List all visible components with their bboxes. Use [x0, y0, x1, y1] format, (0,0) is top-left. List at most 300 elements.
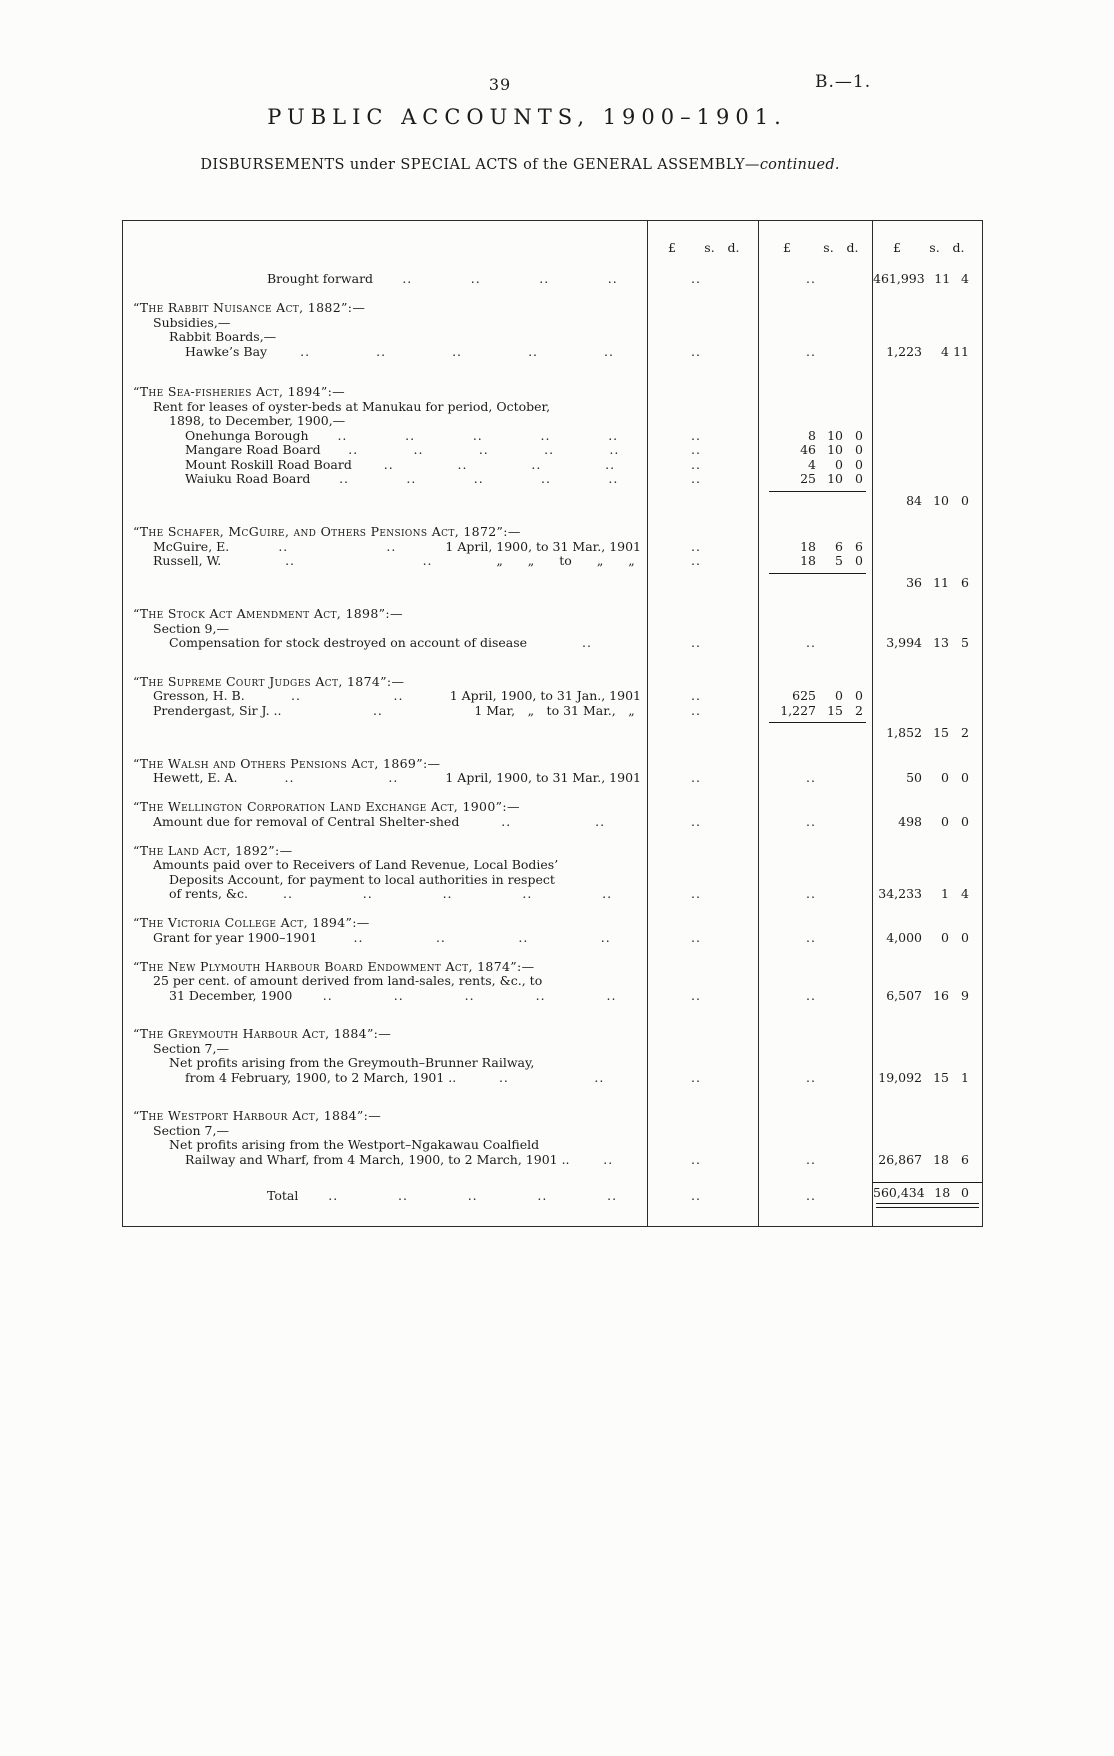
entry-row [123, 931, 982, 946]
description-cell [123, 931, 647, 946]
dots-placeholder: .. [691, 1151, 701, 1167]
dot-leader: .. [406, 472, 417, 486]
row-label: Prendergast, Sir J. .. [153, 703, 282, 718]
money-cell-2 [758, 554, 872, 569]
description-cell [123, 1153, 647, 1168]
entry-row [123, 771, 982, 786]
row-label: Compensation for stock destroyed on account of disease [169, 636, 528, 650]
money-cell-2 [758, 718, 872, 742]
description-cell [123, 1109, 647, 1124]
money-cell-1 [647, 1138, 758, 1153]
money-cell-3 [872, 786, 982, 801]
description-cell [123, 651, 647, 675]
money-cell-2 [758, 622, 872, 637]
money-cell-2 [758, 945, 872, 960]
dot-leader: .. [607, 1188, 618, 1204]
description-cell [123, 1138, 647, 1153]
money-cell-2 [758, 607, 872, 622]
spacer-row [123, 221, 982, 236]
pound-header: £ [893, 239, 901, 255]
pounds-value: 25 [800, 471, 816, 486]
act-heading-row [123, 675, 982, 690]
spacer-row [123, 1003, 982, 1027]
text-row [123, 400, 982, 415]
dots-placeholder: .. [691, 929, 701, 945]
dots-placeholder: .. [806, 1151, 816, 1167]
spacer-row [123, 651, 982, 675]
row-label: “The Sea-fisheries Act, 1894”:— [133, 385, 346, 399]
money-cell-2 [758, 272, 872, 287]
money-cell-1 [647, 873, 758, 888]
money-cell-1 [647, 636, 758, 651]
money-cell-1 [647, 1182, 758, 1212]
money-cell-2 [758, 815, 872, 830]
pence-value: 0 [961, 493, 969, 508]
money-cell-3 [872, 873, 982, 888]
row-label: “The Land Act, 1892”:— [133, 843, 293, 858]
dots-placeholder: .. [806, 343, 816, 359]
shillings-value: 0 [941, 770, 949, 785]
description-cell [123, 1167, 647, 1182]
dot-leader: .. [501, 814, 512, 829]
act-heading-row [123, 960, 982, 975]
description-cell [123, 472, 647, 487]
shillings-value: 10 [827, 471, 843, 486]
money-cell-2 [758, 1042, 872, 1057]
sum-rule [769, 722, 866, 723]
dot-leader: .. [539, 272, 550, 286]
money-cell-1 [647, 945, 758, 960]
subtotal-row [123, 487, 982, 511]
money-cell-2 [758, 359, 872, 385]
money-cell-2 [758, 829, 872, 844]
money-cell-1 [647, 385, 758, 400]
row-label-period: 1 April, 1900, to 31 Jan., 1901 [449, 689, 641, 703]
row-label: Hewett, E. A. [153, 771, 238, 785]
money-cell-2 [758, 569, 872, 593]
pence-value: 0 [855, 471, 863, 486]
money-cell-1 [647, 902, 758, 917]
money-cell-2 [758, 1027, 872, 1042]
description-cell [123, 1027, 647, 1042]
money-cell-1 [647, 989, 758, 1004]
pence-value: 6 [961, 575, 969, 590]
row-label: “The Victoria College Act, 1894”:— [133, 916, 370, 930]
spacer-row [123, 1212, 982, 1227]
act-heading-row [123, 525, 982, 540]
text-row [123, 974, 982, 989]
entry-row [123, 704, 982, 719]
money-cell-3 [872, 607, 982, 622]
dot-leader: .. [372, 703, 383, 718]
money-cell-1 [647, 487, 758, 511]
money-cell-3 [872, 815, 982, 830]
dot-leader: .. [522, 887, 533, 901]
money-cell-1 [647, 786, 758, 801]
description-cell [123, 1124, 647, 1139]
description-cell [123, 540, 647, 555]
spacer-row [123, 511, 982, 526]
money-cell-2 [758, 345, 872, 360]
dot-leader: .. [607, 272, 618, 286]
spacer-row [123, 945, 982, 960]
dot-leader: .. [608, 472, 619, 486]
pounds-value: 1,223 [886, 343, 922, 359]
dot-leader: .. [422, 554, 433, 568]
shillings-value: 13 [933, 635, 949, 650]
row-label: Mount Roskill Road Board [185, 457, 352, 472]
money-cell-3 [872, 272, 982, 287]
money-cell-1 [647, 742, 758, 757]
description-cell [123, 359, 647, 385]
shillings-value: 0 [835, 688, 843, 703]
money-cell-3 [872, 443, 982, 458]
row-label: Net profits arising from the Westport–Ngakawau Coalfield [169, 1138, 540, 1152]
row-label: Rent for leases of oyster-beds at Manukau for period, October, [153, 399, 551, 414]
row-label: Amount due for removal of Central Shelter-shed [153, 814, 460, 829]
dot-leader: .. [337, 428, 348, 443]
dot-leader: .. [388, 771, 399, 785]
description-cell [123, 989, 647, 1004]
money-cell-3 [872, 1056, 982, 1071]
description-cell [123, 636, 647, 651]
dots-placeholder: .. [691, 813, 701, 829]
money-cell-1 [647, 1212, 758, 1227]
pounds-value: 560,434 [873, 1184, 925, 1200]
pounds-value: 18 [800, 538, 816, 554]
pounds-value: 34,233 [878, 886, 922, 901]
pence-value: 1 [961, 1069, 969, 1085]
money-cell-1 [647, 718, 758, 742]
row-label: Deposits Account, for payment to local authorities in respect [169, 872, 555, 887]
dot-leader: .. [285, 554, 296, 568]
shillings-value: 15 [933, 724, 949, 740]
money-cell-1 [647, 301, 758, 316]
dot-leader: .. [541, 472, 551, 486]
money-cell-3 [872, 858, 982, 873]
row-label: “The Wellington Corporation Land Exchange Act, 1900”:— [133, 800, 520, 814]
money-cell-3 [872, 1109, 982, 1124]
money-cell-3 [872, 742, 982, 757]
pence-header: d. [952, 239, 965, 255]
row-label: Total [267, 1188, 299, 1204]
money-cell-2 [758, 902, 872, 917]
text-row [123, 316, 982, 331]
money-cell-2 [758, 689, 872, 704]
money-cell-1 [647, 607, 758, 622]
row-label: 1898, to December, 1900,— [169, 414, 346, 428]
act-heading-row [123, 385, 982, 400]
pence-value: 0 [855, 442, 863, 457]
money-cell-3 [872, 689, 982, 704]
money-cell-1 [647, 443, 758, 458]
money-cell-2 [758, 429, 872, 444]
shillings-value: 15 [827, 702, 843, 718]
description-cell [123, 858, 647, 873]
subtotal-row [123, 718, 982, 742]
description-cell [123, 945, 647, 960]
money-cell-3 [872, 472, 982, 487]
description-cell [123, 525, 647, 540]
description-cell [123, 873, 647, 888]
description-cell [123, 1003, 647, 1027]
spacer-row [123, 902, 982, 917]
description-cell [123, 757, 647, 772]
description-cell [123, 301, 647, 316]
dot-leader: .. [535, 988, 546, 1003]
dot-leader: .. [386, 539, 397, 554]
money-cell-3 [872, 931, 982, 946]
money-cell-1 [647, 258, 758, 273]
description-cell [123, 236, 647, 258]
money-cell-1 [647, 689, 758, 704]
money-cell-3 [872, 287, 982, 302]
description-cell [123, 345, 647, 360]
dots-placeholder: .. [691, 456, 701, 472]
money-cell-1 [647, 236, 758, 258]
money-cell-2 [758, 236, 872, 258]
row-label: Section 7,— [153, 1041, 229, 1056]
pounds-value: 498 [898, 813, 922, 829]
entry-row [123, 429, 982, 444]
sum-rule [769, 573, 866, 574]
dot-leader: .. [300, 344, 311, 359]
money-cell-3 [872, 1085, 982, 1109]
row-label: “The Rabbit Nuisance Act, 1882”:— [133, 301, 366, 315]
money-cell-3 [872, 236, 982, 258]
description-cell [123, 1085, 647, 1109]
money-cell-3 [872, 330, 982, 345]
total-row [123, 1182, 982, 1212]
money-cell-1 [647, 554, 758, 569]
dot-leader: .. [442, 887, 453, 901]
entry-row [123, 540, 982, 555]
row-label: from 4 February, 1900, to 2 March, 1901 .. [185, 1070, 457, 1085]
dot-leader: .. [405, 428, 416, 443]
description-cell [123, 815, 647, 830]
dot-leader: .. [353, 930, 364, 945]
row-label: “The Walsh and Others Pensions Act, 1869”:— [133, 756, 441, 771]
dots-placeholder: .. [806, 1069, 816, 1085]
money-cell-2 [758, 1071, 872, 1086]
pence-value: 4 [961, 886, 969, 901]
money-cell-2 [758, 221, 872, 236]
shillings-header: s. [704, 239, 715, 255]
dots-placeholder: .. [691, 1069, 701, 1085]
money-cell-1 [647, 829, 758, 844]
money-cell-3 [872, 1003, 982, 1027]
double-rule [876, 1203, 979, 1208]
money-cell-2 [758, 858, 872, 873]
row-label: of rents, &c. [169, 887, 249, 901]
description-cell [123, 704, 647, 719]
text-row [123, 873, 982, 888]
description-cell [123, 414, 647, 429]
money-cell-1 [647, 400, 758, 415]
shillings-header: s. [823, 239, 834, 255]
entry-row [123, 472, 982, 487]
dot-leader: .. [518, 930, 529, 945]
money-cell-3 [872, 1153, 982, 1168]
money-cell-3 [872, 651, 982, 675]
money-cell-3 [872, 458, 982, 473]
dot-leader: .. [605, 457, 616, 472]
shillings-value: 1 [941, 886, 949, 901]
money-cell-2 [758, 651, 872, 675]
money-cell-2 [758, 414, 872, 429]
text-row [123, 1124, 982, 1139]
description-cell [123, 1071, 647, 1086]
money-cell-3 [872, 718, 982, 742]
pounds-value: 3,994 [886, 635, 922, 650]
money-cell-2 [758, 1124, 872, 1139]
spacer-row [123, 287, 982, 302]
dot-leader: .. [595, 814, 606, 829]
dot-leader: .. [537, 1188, 548, 1204]
row-label: “The New Plymouth Harbour Board Endowment Act, 1874”:— [133, 959, 535, 974]
dot-leader: .. [278, 539, 289, 554]
subtotal-row [123, 569, 982, 593]
money-cell-3 [872, 1167, 982, 1182]
row-label: Subsidies,— [153, 315, 231, 330]
money-cell-1 [647, 771, 758, 786]
description-cell [123, 718, 647, 742]
money-cell-3 [872, 902, 982, 917]
description-cell [123, 1182, 647, 1212]
money-cell-2 [758, 400, 872, 415]
pence-value: 4 [961, 271, 969, 286]
money-cell-2 [758, 511, 872, 526]
money-cell-1 [647, 931, 758, 946]
pence-value: 6 [855, 538, 863, 554]
money-cell-2 [758, 844, 872, 859]
money-cell-1 [647, 472, 758, 487]
entry-row [123, 554, 982, 569]
description-cell [123, 458, 647, 473]
description-cell [123, 689, 647, 704]
row-label: 31 December, 1900 [169, 988, 293, 1003]
description-cell [123, 258, 647, 273]
pence-value: 6 [961, 1151, 969, 1167]
document-reference: B.—1. [815, 72, 872, 92]
money-cell-1 [647, 330, 758, 345]
act-heading-row [123, 757, 982, 772]
pounds-value: 46 [800, 442, 816, 457]
subtitle-main: DISBURSEMENTS under SPECIAL ACTS of the GENERAL ASSEMBLY— [200, 157, 760, 173]
money-cell-3 [872, 301, 982, 316]
spacer-row [123, 1085, 982, 1109]
description-cell [123, 675, 647, 690]
dot-leader: .. [284, 771, 295, 785]
money-cell-1 [647, 916, 758, 931]
money-cell-3 [872, 1042, 982, 1057]
dots-placeholder: .. [691, 886, 701, 901]
dot-leader: .. [582, 636, 592, 650]
pence-header: d. [727, 239, 740, 255]
money-cell-3 [872, 1138, 982, 1153]
money-cell-3 [872, 960, 982, 975]
shillings-value: 18 [934, 1184, 951, 1200]
dots-placeholder: .. [691, 553, 701, 568]
money-cell-2 [758, 443, 872, 458]
description-cell [123, 1212, 647, 1227]
money-cell-1 [647, 1027, 758, 1042]
money-cell-3 [872, 316, 982, 331]
dots-placeholder: .. [691, 471, 701, 486]
description-cell [123, 429, 647, 444]
shillings-value: 11 [934, 271, 951, 286]
money-cell-3 [872, 540, 982, 555]
pound-header: £ [783, 239, 791, 255]
spacer-row [123, 1167, 982, 1182]
money-cell-2 [758, 974, 872, 989]
act-heading-row [123, 800, 982, 815]
text-row [123, 1056, 982, 1071]
money-cell-2 [758, 873, 872, 888]
text-row [123, 858, 982, 873]
money-cell-1 [647, 569, 758, 593]
pounds-value: 1,852 [886, 724, 922, 740]
dot-leader: .. [328, 1188, 339, 1204]
money-cell-3 [872, 345, 982, 360]
dots-placeholder: .. [806, 929, 816, 945]
description-cell [123, 316, 647, 331]
money-cell-3 [872, 385, 982, 400]
row-label: Section 9,— [153, 621, 229, 636]
pence-value: 0 [961, 813, 969, 829]
shillings-value: 10 [827, 442, 843, 457]
money-cell-3 [872, 829, 982, 844]
money-cell-2 [758, 742, 872, 757]
row-label: “The Westport Harbour Act, 1884”:— [133, 1109, 382, 1123]
description-cell [123, 800, 647, 815]
money-cell-3 [872, 1071, 982, 1086]
spacer-row [123, 359, 982, 385]
total-amount [873, 1183, 982, 1201]
money-cell-1 [647, 844, 758, 859]
money-cell-3 [872, 487, 982, 511]
entry-row [123, 458, 982, 473]
money-cell-2 [758, 636, 872, 651]
money-cell-3 [872, 429, 982, 444]
money-cell-2 [758, 1153, 872, 1168]
text-row [123, 1138, 982, 1153]
money-cell-3 [872, 511, 982, 526]
spacer-row [123, 829, 982, 844]
spacer-row [123, 593, 982, 608]
money-cell-2 [758, 1182, 872, 1212]
dot-leader: .. [467, 1188, 478, 1204]
dots-placeholder: .. [691, 1188, 701, 1204]
description-cell [123, 593, 647, 608]
dot-leader: .. [383, 457, 394, 472]
brought-forward-row [123, 272, 982, 287]
dot-leader: .. [464, 988, 475, 1003]
money-cell-1 [647, 1124, 758, 1139]
money-cell-2 [758, 1003, 872, 1027]
money-cell-2 [758, 800, 872, 815]
money-cell-3 [872, 622, 982, 637]
pence-header: d. [846, 239, 859, 255]
money-cell-2 [758, 757, 872, 772]
money-cell-3 [872, 887, 982, 902]
money-cell-1 [647, 345, 758, 360]
description-cell [123, 272, 647, 287]
money-cell-2 [758, 960, 872, 975]
money-cell-1 [647, 359, 758, 385]
description-cell [123, 569, 647, 593]
money-cell-2 [758, 989, 872, 1004]
